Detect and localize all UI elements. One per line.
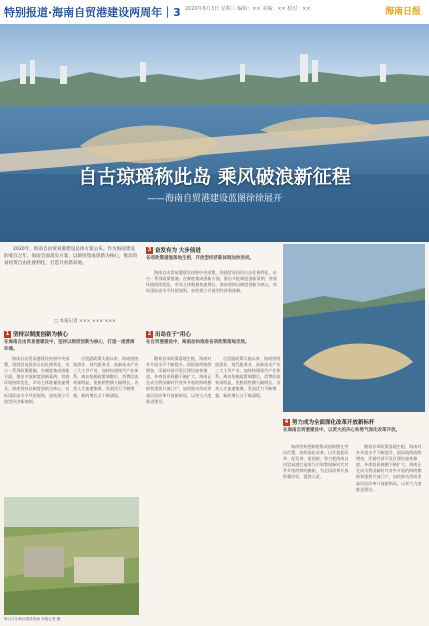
article-column: 海南坚持把制度集成创新摆在突出位置，持续深化改革，以开放促改革、促发展、促创新，努力把海南自由贸易港打造成为引领我国新时代对外开放的鲜明旗帜，为全国改革开放积累经验、提供示范。 (283, 444, 349, 480)
lead-paragraph: 2020年，海南自由贸易港建设总体方案公布。作为海南建设的收官之年，海南全面落实方案，以制度集成创新为核心，推动贸易投资自由化便利化，打造开放新高地。 (4, 247, 138, 266)
header-meta: 2020年6月3日 星期三 编辑：×× 美编：×× 校对：×× (185, 6, 311, 12)
hero-headline: 自古琼瑶称此岛 乘风破浪新征程 (78, 166, 351, 188)
section-deck-3: 各项政策措施落地生根，开放型经济新体制加快形成。 (146, 256, 254, 261)
section-number: 1 (5, 330, 10, 337)
page-title: 特别报道·海南自贸港建设两周年｜3 (4, 6, 181, 19)
article-column: 自贸港政策实施以来，海南围绕旅游业、现代服务业、高新技术产业三大主导产业，加快构建现代产业体系。离岛免税政策调整后，消费回流效果明显，免税销售额大幅增长。各类人才加速集聚，发展活力不断增强，新的增长点不断涌现。 (215, 356, 281, 398)
section-title: 努力成为全面深化改革开放新标杆 (292, 420, 375, 426)
article-column: 海南自由贸易港建设按照中央部署，围绕贸易投资自由化便利化，出台一系列政策措施。在制度集成创新方面，推出多批制度创新案例，营商环境持续优化，市场主体数量快速增长。海南坚持以制度创新为核心，对标国际高水平经贸规则，加快建立开放型经济新体制。 (146, 270, 277, 294)
section-title: 坚持以制度创新为核心 (13, 332, 69, 338)
article-column: 海南自由贸易港建设按照中央部署，围绕贸易投资自由化便利化，出台一系列政策措施。在制度集成创新方面，推出多批制度创新案例，营商环境持续优化，市场主体数量快速增长。海南坚持以制度创新为核心，对标国际高水平经贸规则，加快建立开放型经济新体制。 (4, 356, 70, 404)
photo-caption: 海口江东新区建设现场 本报记者 摄 (4, 617, 61, 621)
hero-subheadline: ——海南自贸港建设蓝图徐徐展开 (146, 194, 282, 204)
section-heading-1 (4, 330, 68, 338)
section-deck-2: 在自贸港建设中，海南加快推进各项政策落地见效。 (146, 340, 250, 345)
article-column: 随着各项政策落地生根，海南对外开放水平不断提升。国际航线持续增加，洋浦经济开发区建设加快推进，外商投资规模不断扩大。海南正在成为我国新时代对外开放的鲜明旗帜和重要开放门户，加快推动形成更高层次改革开放新格局，以更大力度推进建设。 (146, 356, 212, 404)
section-title: 奋发有为 大步前进 (155, 248, 201, 254)
page-header (0, 0, 429, 26)
section-heading-2 (146, 330, 191, 338)
construction-photo (4, 497, 139, 615)
hero-photo (0, 24, 429, 242)
section-deck-1: 在海南自由贸易港建设中，坚持以制度创新为核心，打造一流营商环境。 (4, 340, 135, 352)
section-number: 2 (147, 330, 152, 337)
section-title: 出岛在于"用心 (155, 332, 191, 338)
section-deck-4: 在海南自贸港建设中，以更大的决心和勇气深化改革开放。 (283, 428, 400, 433)
newspaper-logo: 海南日报 (384, 7, 421, 17)
section-heading-3 (146, 246, 201, 254)
section-heading-4 (283, 418, 375, 426)
coast-photo (283, 244, 425, 412)
byline: □ 本报记者 ××× ××× ××× (54, 319, 116, 324)
section-number: 4 (284, 418, 289, 425)
article-column: 自贸港政策实施以来，海南围绕旅游业、现代服务业、高新技术产业三大主导产业，加快构建现代产业体系。离岛免税政策调整后，消费回流效果明显，免税销售额大幅增长。各类人才加速集聚，发展活力不断增强，新的增长点不断涌现。 (73, 356, 139, 398)
article-column: 随着各项政策落地生根，海南对外开放水平不断提升。国际航线持续增加，洋浦经济开发区建设加快推进，外商投资规模不断扩大。海南正在成为我国新时代对外开放的鲜明旗帜和重要开放门户，加快推动形成更高层次改革开放新格局，以更大力度推进建设。 (356, 444, 422, 492)
section-number: 3 (147, 246, 152, 253)
